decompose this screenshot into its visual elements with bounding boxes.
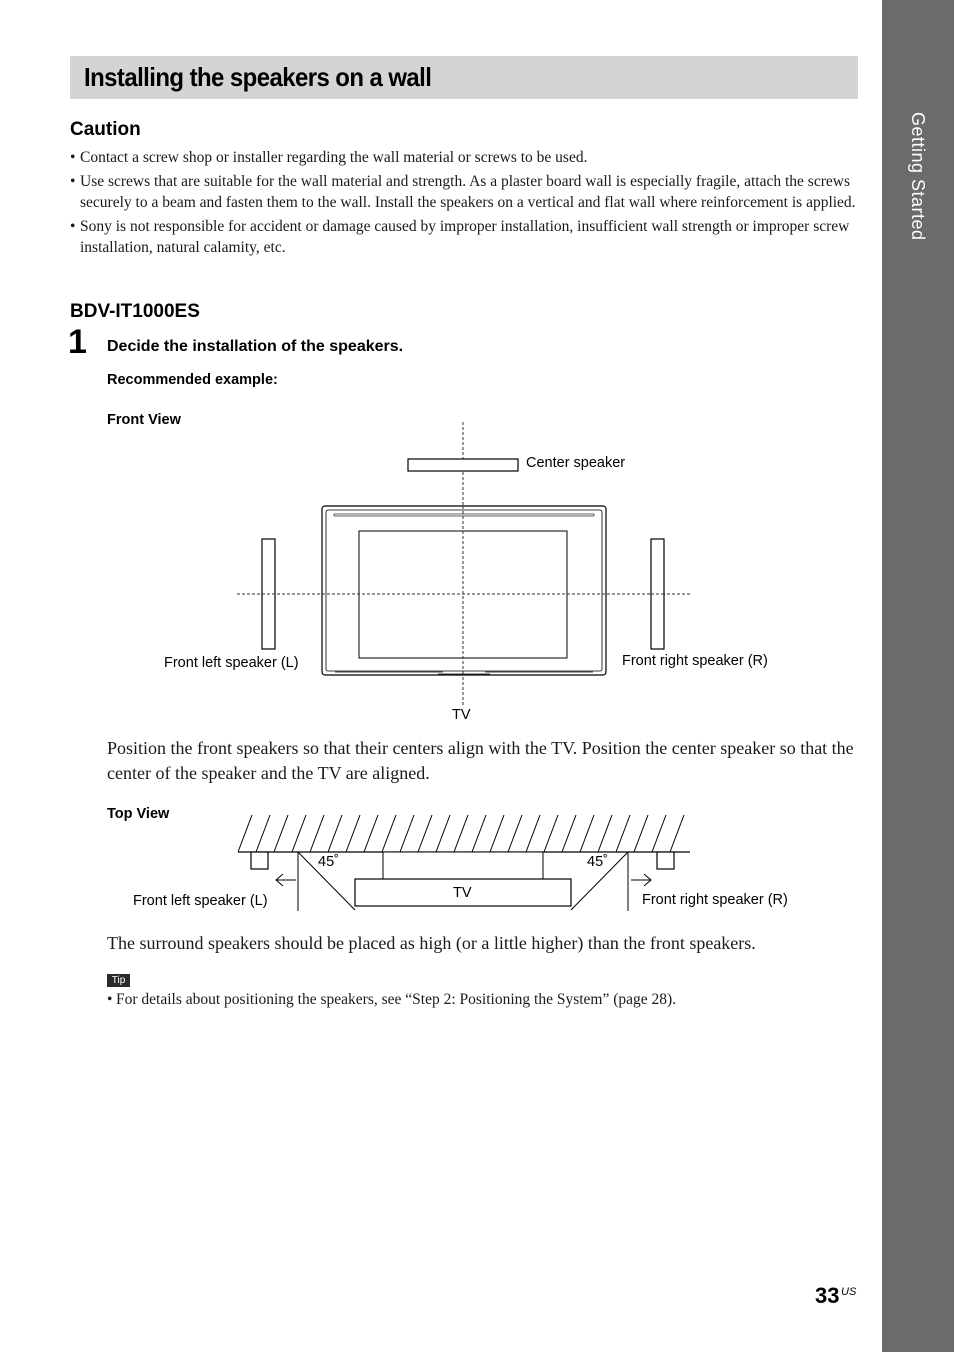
caution-heading: Caution [70,119,141,140]
top-left-speaker-label: Front left speaker (L) [133,893,268,909]
caution-item: • Sony is not responsible for accident or damage caused by improper installation, insufficient wall strength or improper screw installation, natural calamity, etc. [70,216,860,258]
tv-label: TV [452,707,471,723]
caution-item: • Contact a screw shop or installer regarding the wall material or screws to be used. [70,147,860,168]
front-right-speaker-label: Front right speaker (R) [622,653,768,669]
top-right-speaker-label: Front right speaker (R) [642,892,788,908]
front-left-speaker-label: Front left speaker (L) [164,655,299,671]
model-heading: BDV-IT1000ES [70,301,200,322]
center-speaker-shape [408,459,518,471]
tip-badge: Tip [107,974,130,987]
surround-paragraph: The surround speakers should be placed as high (or a little higher) than the front speakers. [107,933,756,953]
side-tab-label: Getting Started [908,112,928,241]
right-angle-label: 45˚ [587,854,608,870]
tv-stand-shape [383,852,543,879]
top-view-diagram [133,815,788,911]
wall-hatching [238,815,684,852]
front-view-diagram [164,422,768,723]
top-right-speaker-shape [657,852,674,869]
top-view-heading: Top View [107,806,170,822]
recommended-heading: Recommended example: [107,372,278,388]
top-left-speaker-shape [251,852,268,869]
left-arrow-icon [276,874,296,886]
front-view-heading: Front View [107,412,181,428]
right-arrow-icon [631,874,651,886]
page-title: Installing the speakers on a wall [84,62,432,92]
step-number: 1 [68,323,87,361]
page-number: 33 [815,1283,840,1308]
front-speaker-paragraph: Position the front speakers so that their centers align with the TV. Position the center speaker so that the center of the speaker and the TV are aligned. [107,738,854,783]
step-text: Decide the installation of the speakers. [107,338,404,355]
top-tv-label: TV [453,885,472,901]
tv-shape [322,506,606,675]
caution-item: • Use screws that are suitable for the wall material and strength. As a plaster board wall is especially fragile, attach the screws securely to a beam and fasten them to the wall. Install the speakers on a vertical and flat wall where reinforcement is applied. [70,171,860,213]
left-angle-label: 45˚ [318,854,339,870]
page-suffix: US [841,1286,857,1298]
center-speaker-label: Center speaker [526,455,626,471]
tip-text: • For details about positioning the speakers, see “Step 2: Positioning the System” (page 28). [107,989,867,1010]
